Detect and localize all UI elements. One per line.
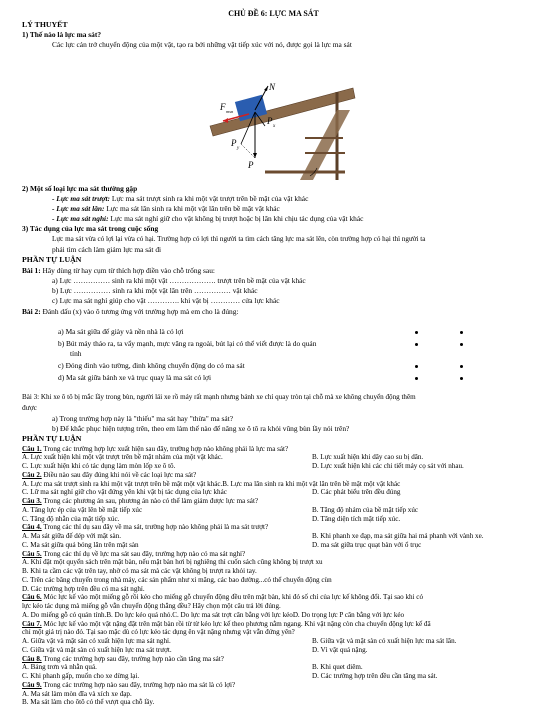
mc-option: lực kéo tác dụng mà miếng gỗ vẫn chuyển động thẳng đều? Hãy chọn một câu trả lời đúng.: [22, 602, 281, 610]
mc-option: B. Lực xuất hiện khi dây cao su bị dãn.: [312, 453, 424, 462]
theory-q3: 3) Tác dụng của lực ma sát trong cuộc sống: [22, 224, 159, 233]
mc-question: Câu 4. Trong các thí dụ sau đây về ma sát, trường hợp nào không phải là ma sát trượt?: [22, 523, 269, 532]
essay-b2-c: c) Đóng đinh vào tường, đinh không chuyển động do có ma sát: [58, 361, 245, 370]
mc-option: A. Tăng lực ép của vật lên bề mặt tiếp xúc: [22, 505, 143, 514]
fig-label-p: P: [248, 160, 254, 170]
mc-option: D. Vì vật quá nặng.: [312, 645, 368, 654]
mc-option: B. Khi phanh xe đạp, ma sát giữa hai má phanh với vành xe.: [312, 532, 484, 540]
mc-question: Câu 9. Trong các trường hợp nào sau đây, trường hợp nào ma sát là có lợi?: [22, 680, 236, 689]
mc-option: D. Các trường hợp trên đều cần tăng ma sát.: [312, 672, 438, 680]
mc-question: Câu 7. Móc lực kế vào một vật nặng đặt trên mặt bàn rồi từ từ kéo lực kế theo phương nằm ngang. Khi vật nặng còn cha chuyển động lực kế đã: [22, 619, 431, 628]
mc-option: D. Lực xuất hiện khi các chi tiết máy cọ sát với nhau.: [312, 462, 464, 470]
mc-question: Câu 1. Trong các trường hợp lực xuất hiện sau đây, trường hợp nào không phải là lực ma sát?: [22, 444, 289, 453]
essay-b1-b: b) Lực …………… sinh ra khi một vật lăn trên …………… vật khác: [52, 286, 258, 295]
checkbox-c-true[interactable]: [415, 365, 418, 368]
theory-q1: 1) Thế nào là lực ma sát?: [22, 30, 102, 39]
essay-b1-c: c) Lực ma sát nghỉ giúp cho vật …………. khi vật bị ………… cửa lực khác: [52, 296, 280, 305]
mc-option: B. Khi quet diêm.: [312, 663, 363, 672]
inclined-plane-figure: [205, 78, 365, 180]
fig-label-px-sub: x: [273, 124, 276, 129]
essay-b2-b-cont: tính: [70, 349, 82, 358]
mc-option: A. Giữa vật và mặt sàn có xuất hiện lực ma sát nghỉ.: [22, 637, 171, 645]
essay-b1-a: a) Lực …………… sinh ra khi một vật ………………. trượt trên bề mặt của vật khác: [52, 276, 306, 285]
essay-b2: Bài 2: Đánh dấu (x) vào ô tương ứng với trường hợp mà em cho là đúng:: [22, 307, 239, 316]
mc-option: B. Giữa vật và mặt sàn có xuất hiện lực ma sát lăn.: [312, 637, 457, 645]
essay-b2-b: b) Bút máy tháo ra, ta vẩy mạnh, mực văng ra ngoài, bút lại có thể viết được là do quán: [58, 339, 317, 348]
mc-option: B. Khi ta cầm các vật trên tay, nhờ có ma sát mà các vật không bị trượt ra khỏi tay.: [22, 567, 257, 575]
mc-option: D. Các trường hợp trên đều có ma sát nghỉ.: [22, 584, 145, 593]
essay-b3-line1: Bài 3: Khi xe ô tô bị mắc lầy trong bùn, người lái xe rồ máy rất mạnh nhưng bánh xe chỉ quay tròn tại chỗ mà xe không chuyển động thêm: [22, 393, 416, 401]
mc-question: Câu 6. Móc lực kế vào một miếng gỗ rồi kéo cho miếng gỗ chuyển động đều trên mặt bàn, khi đó số chỉ của lực kế không đổi. Tại sao khi có: [22, 593, 423, 602]
checkbox-c-false[interactable]: [460, 365, 463, 368]
mc-option: A. Do miếng gỗ có quán tính.B. Do lực kéo quá nhỏ.C. Do lực ma sát trợt cân bằng với lực kéoD. Do trọng lực P cân bằng với lực kéo: [22, 610, 405, 619]
fig-label-f: F: [220, 102, 226, 112]
checkbox-d-false[interactable]: [460, 377, 463, 380]
mc-option: A. Lực ma sát trượt sinh ra khi một vật trượt trên bề mặt một vật khác.B. Lực ma lăn sinh ra khi một vật lăn trên bề mặt một vật khác: [22, 479, 401, 488]
mc-option: A. Ma sát làm mòn đĩa và xích xe đạp.: [22, 689, 132, 698]
mc-option: B. Ma sát làm cho ôtô có thể vượt qua chỗ lầy.: [22, 698, 155, 707]
mc-option: C. Trên các băng chuyển trong nhà máy, các sản phẩm như xi măng, các bao đường...có thể chuyển động cùn: [22, 575, 332, 584]
mc-option: A. Lực xuất hiện khi một vật trượt trên bề mặt nhám của một vật khác.: [22, 453, 223, 462]
mc-option: C. Tăng độ nhẵn của mặt tiếp xúc.: [22, 514, 120, 523]
theory-q1-text: Các lực cản trở chuyển động của một vật, tạo ra bởi những vật tiếp xúc với nó, được gọi là lực ma sát: [52, 40, 352, 49]
mc-option: A. Bảng trơn và nhẵn quá.: [22, 663, 97, 672]
fig-label-py-sub: y: [237, 146, 240, 151]
mc-option: D. Tăng diện tích mặt tiếp xúc.: [312, 514, 401, 523]
mc-question: Câu 2. Điều nào sau đây đúng khi nói về các loại lực ma sát?: [22, 470, 197, 479]
checkbox-a-true[interactable]: [415, 331, 418, 334]
mc-option: C. Giữa vật và mặt sàn có xuất hiện lực ma sát trượt.: [22, 645, 172, 654]
mc-option: C. Ma sát giữa quả bóng lăn trên mặt sàn: [22, 540, 139, 549]
mc-option: C. Lực xuất hiện khi có tác dụng làm mòn lốp xe ô tô.: [22, 462, 176, 470]
essay-b3-a: a) Trong trường hợp này là "thiếu" ma sát hay "thừa" ma sát?: [52, 414, 234, 423]
essay-b3-b: b) Để khắc phục hiện tượng trên, theo em làm thế nào để nâng xe ô tô ra khỏi vũng bùn lầy nói trên?: [52, 424, 350, 433]
theory-q3-line1: Lực ma sát vừa có lợi lại vừa có hại. Trường hợp có lợi thì người ta tìm cách tăng lực ma sát lên, còn trường hợp có hại thì người ta: [52, 235, 426, 243]
mc-heading: PHẦN TỰ LUẬN: [22, 434, 82, 443]
checkbox-b-false[interactable]: [460, 343, 463, 346]
mc-option: D. ma sát giữa trục quạt bàn với ổ trục: [312, 540, 422, 549]
mc-option: chỉ một giá trị nào đó. Tại sao mặc dù có lực kéo tác dụng ên vật nặng nhưng vật vẫn đứng yên?: [22, 628, 295, 637]
mc-option: C. Lữ ma sát nghỉ giữ cho vật đứng yên khi vật bị tác dụng của lực khác: [22, 488, 227, 497]
checkbox-b-true[interactable]: [415, 343, 418, 346]
essay-b1: Bài 1: Hãy dùng từ hay cụm từ thích hợp điền vào chỗ trống sau:: [22, 266, 215, 275]
theory-q2: 2) Một số loại lực ma sát thường gặp: [22, 184, 138, 193]
theory-q3-line2: phải tìm cách làm giảm lực ma sát đi: [52, 245, 162, 254]
friction-type-static: - Lực ma sát nghỉ: Lực ma sát nghỉ giữ cho vật không bị trượt hoặc bị lăn khi chịu tác dụng của vật khác: [52, 214, 364, 223]
theory-heading: LÝ THUYẾT: [22, 20, 68, 29]
mc-option: B. Tăng độ nhám của bề mặt tiếp xúc: [312, 505, 419, 514]
checkbox-d-true[interactable]: [415, 377, 418, 380]
mc-option: D. Các phát biểu trên đều đúng: [312, 488, 401, 497]
mc-option: A. Ma sát giữa đế dép với mặt sàn.: [22, 532, 122, 540]
fig-label-py: P: [231, 138, 237, 148]
friction-type-rolling: - Lực ma sát lăn: Lực ma sát lăn sinh ra khi một vật lăn trên bề mặt vật khác: [52, 204, 280, 213]
essay-b3-line2: được: [22, 403, 37, 412]
mc-question: Câu 8. Trong các trường hợp sau đây, trường hợp nào cần tăng ma sát?: [22, 654, 224, 663]
essay-b2-d: d) Ma sát giữa bánh xe và trục quay là ma sát có lợi: [58, 373, 212, 382]
fig-label-f-sub: msn: [226, 109, 234, 114]
mc-option: C. Khi phanh gấp, muốn cho xe dừng lại.: [22, 672, 140, 680]
friction-type-sliding: - Lực ma sát trượt: Lực ma sát trượt sinh ra khi một vật trượt trên bề mặt của vật khác: [52, 194, 309, 203]
fig-label-n: N: [269, 82, 276, 92]
mc-question: Câu 5. Trong các thí dụ về lực ma sát sau đây, trường hợp nào có ma sát nghỉ?: [22, 549, 246, 558]
essay-heading: PHẦN TỰ LUẬN: [22, 255, 82, 264]
essay-b2-a: a) Ma sát giữa đế giày và nền nhà là có lợi: [58, 327, 184, 336]
checkbox-a-false[interactable]: [460, 331, 463, 334]
fig-label-px: P: [267, 116, 273, 126]
mc-option: A. Khi đặt một quyển sách trên mặt bàn, nếu mặt bàn hơi bị nghiêng thì cuốn sách cũng không bị trượt xu: [22, 558, 323, 567]
mc-question: Câu 3. Trong các phương án sau, phương án nào có thể làm giảm được lực ma sát?: [22, 497, 259, 505]
page-title: CHỦ ĐỀ 6: LỰC MA SÁT: [228, 9, 319, 18]
